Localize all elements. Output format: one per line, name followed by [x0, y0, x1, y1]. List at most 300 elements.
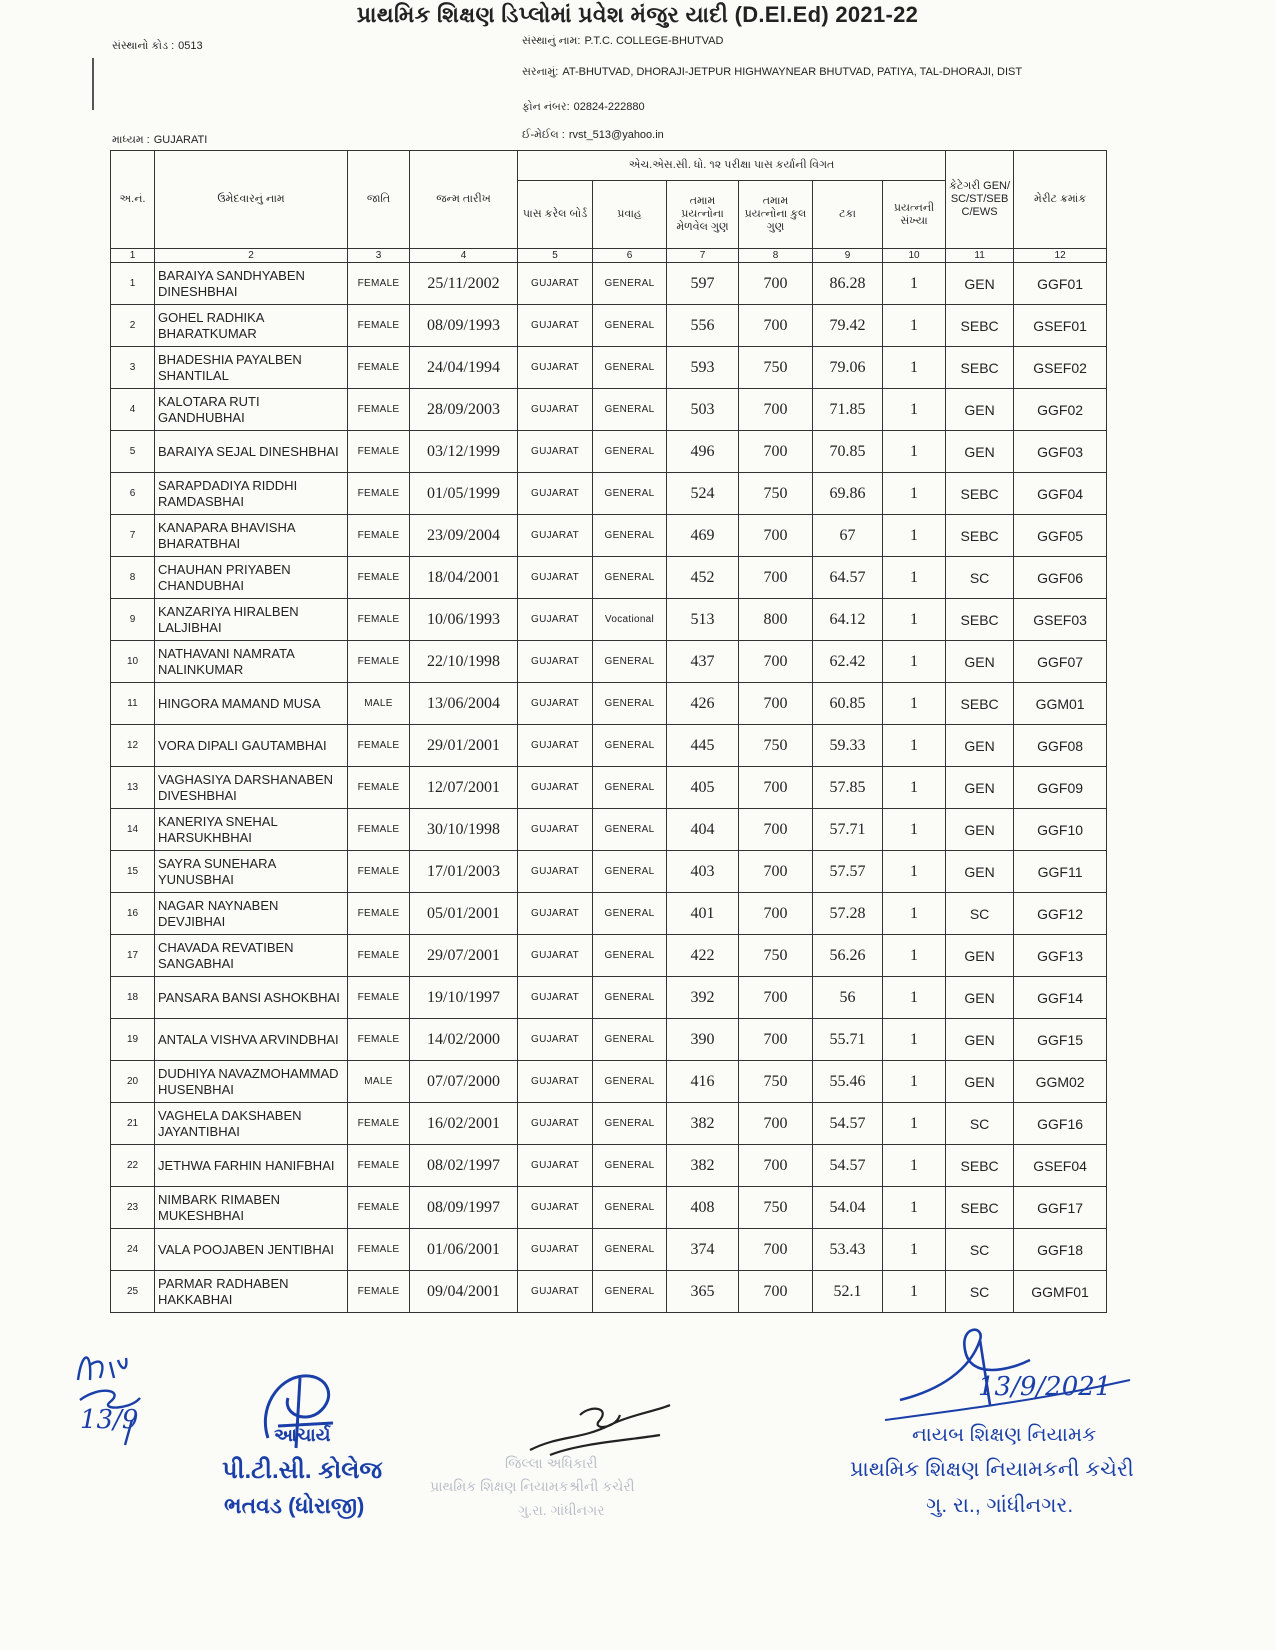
sr-cell: 16 — [111, 893, 155, 935]
attempts-cell: 1 — [883, 935, 946, 977]
obtained-marks-cell: 469 — [667, 515, 739, 557]
total-marks-cell: 700 — [739, 389, 813, 431]
table-row — [111, 347, 1107, 389]
board-cell: GUJARAT — [518, 1187, 593, 1229]
gender-cell: FEMALE — [348, 725, 410, 767]
dob-cell: 22/10/1998 — [410, 641, 518, 683]
obtained-marks-cell: 365 — [667, 1271, 739, 1313]
medium-value: GUJARATI — [153, 134, 208, 146]
merit-number-cell: GGM01 — [1014, 683, 1107, 725]
obtained-marks-cell: 392 — [667, 977, 739, 1019]
percent-cell: 64.12 — [813, 599, 883, 641]
right-signature-date: 13/9/2021 — [978, 1372, 1112, 1402]
header-gender: જાતિ — [348, 151, 410, 249]
attempts-cell: 1 — [883, 515, 946, 557]
merit-number-cell: GGF03 — [1014, 431, 1107, 473]
merit-number-cell: GGF18 — [1014, 1229, 1107, 1271]
percent-cell: 54.57 — [813, 1145, 883, 1187]
code-value: 0513 — [178, 40, 203, 52]
dob-cell: 19/10/1997 — [410, 977, 518, 1019]
sr-cell: 12 — [111, 725, 155, 767]
stream-cell: GENERAL — [593, 305, 667, 347]
column-number: 4 — [410, 249, 518, 263]
dob-cell: 18/04/2001 — [410, 557, 518, 599]
table-row — [111, 1061, 1107, 1103]
obtained-marks-cell: 403 — [667, 851, 739, 893]
stream-cell: GENERAL — [593, 935, 667, 977]
dob-cell: 01/05/1999 — [410, 473, 518, 515]
candidate-name: BARAIYA SANDHYABEN DINESHBHAI — [155, 263, 348, 305]
board-cell: GUJARAT — [518, 1103, 593, 1145]
total-marks-cell: 700 — [739, 263, 813, 305]
merit-number-cell: GSEF04 — [1014, 1145, 1107, 1187]
board-cell: GUJARAT — [518, 1061, 593, 1103]
total-marks-cell: 700 — [739, 557, 813, 599]
table-row — [111, 1229, 1107, 1271]
percent-cell: 54.57 — [813, 1103, 883, 1145]
dob-cell: 03/12/1999 — [410, 431, 518, 473]
gender-cell: MALE — [348, 683, 410, 725]
college-stamp-line3: ભતવડ (ધોરાજી) — [224, 1493, 365, 1518]
board-cell: GUJARAT — [518, 389, 593, 431]
percent-cell: 54.04 — [813, 1187, 883, 1229]
candidate-name: VAGHELA DAKSHABEN JAYANTIBHAI — [155, 1103, 348, 1145]
table-row — [111, 851, 1107, 893]
merit-number-cell: GSEF02 — [1014, 347, 1107, 389]
gender-cell: FEMALE — [348, 263, 410, 305]
gender-cell: FEMALE — [348, 1271, 410, 1313]
candidate-name: JETHWA FARHIN HANIFBHAI — [155, 1145, 348, 1187]
gender-cell: FEMALE — [348, 1145, 410, 1187]
merit-number-cell: GSEF03 — [1014, 599, 1107, 641]
address-value: AT-BHUTVAD, DHORAJI-JETPUR HIGHWAYNEAR BHUTVAD, PATIYA, TAL-DHORAJI, DIST — [562, 66, 1023, 78]
merit-number-cell: GGF08 — [1014, 725, 1107, 767]
header-hsc-group: એચ.એસ.સી. ધો. ૧૨ પરીક્ષા પાસ કર્યાની વિગત — [518, 151, 946, 181]
board-cell: GUJARAT — [518, 683, 593, 725]
category-cell: SC — [946, 557, 1014, 599]
category-cell: GEN — [946, 389, 1014, 431]
merit-number-cell: GGF05 — [1014, 515, 1107, 557]
column-number-row — [111, 249, 1107, 263]
institution-code — [112, 40, 203, 53]
header-stream: પ્રવાહ — [593, 181, 667, 249]
category-cell: GEN — [946, 725, 1014, 767]
dob-cell: 29/07/2001 — [410, 935, 518, 977]
dob-cell: 24/04/1994 — [410, 347, 518, 389]
attempts-cell: 1 — [883, 809, 946, 851]
attempts-cell: 1 — [883, 347, 946, 389]
obtained-marks-cell: 416 — [667, 1061, 739, 1103]
dob-cell: 17/01/2003 — [410, 851, 518, 893]
table-row — [111, 1271, 1107, 1313]
obtained-marks-cell: 374 — [667, 1229, 739, 1271]
percent-cell: 56 — [813, 977, 883, 1019]
dob-cell: 13/06/2004 — [410, 683, 518, 725]
stream-cell: GENERAL — [593, 1061, 667, 1103]
percent-cell: 57.28 — [813, 893, 883, 935]
officer-location: ગુ. રા., ગાંધીનગર. — [926, 1494, 1074, 1517]
sr-cell: 7 — [111, 515, 155, 557]
obtained-marks-cell: 382 — [667, 1103, 739, 1145]
table-row — [111, 389, 1107, 431]
obtained-marks-cell: 513 — [667, 599, 739, 641]
total-marks-cell: 750 — [739, 347, 813, 389]
board-cell: GUJARAT — [518, 725, 593, 767]
board-cell: GUJARAT — [518, 935, 593, 977]
category-cell: SEBC — [946, 515, 1014, 557]
table-row — [111, 641, 1107, 683]
gender-cell: FEMALE — [348, 389, 410, 431]
stream-cell: GENERAL — [593, 1229, 667, 1271]
category-cell: SEBC — [946, 1187, 1014, 1229]
merit-number-cell: GGF13 — [1014, 935, 1107, 977]
faded-stamp-line1: જિલ્લા અધિકારી — [505, 1455, 598, 1471]
stream-cell: GENERAL — [593, 977, 667, 1019]
candidate-name: SAYRA SUNEHARA YUNUSBHAI — [155, 851, 348, 893]
gender-cell: FEMALE — [348, 893, 410, 935]
percent-cell: 53.43 — [813, 1229, 883, 1271]
table-row — [111, 893, 1107, 935]
total-marks-cell: 700 — [739, 515, 813, 557]
dob-cell: 30/10/1998 — [410, 809, 518, 851]
board-cell: GUJARAT — [518, 431, 593, 473]
gender-cell: FEMALE — [348, 557, 410, 599]
board-cell: GUJARAT — [518, 893, 593, 935]
attempts-cell: 1 — [883, 1019, 946, 1061]
gender-cell: FEMALE — [348, 935, 410, 977]
phone-label: ફોન નંબર: — [522, 101, 570, 113]
total-marks-cell: 750 — [739, 725, 813, 767]
stream-cell: GENERAL — [593, 683, 667, 725]
gender-cell: FEMALE — [348, 515, 410, 557]
header-sr: અ.નં. — [111, 151, 155, 249]
dob-cell: 29/01/2001 — [410, 725, 518, 767]
dob-cell: 16/02/2001 — [410, 1103, 518, 1145]
merit-number-cell: GGF01 — [1014, 263, 1107, 305]
table-row — [111, 809, 1107, 851]
total-marks-cell: 700 — [739, 641, 813, 683]
category-cell: GEN — [946, 431, 1014, 473]
column-number: 12 — [1014, 249, 1107, 263]
gender-cell: FEMALE — [348, 1229, 410, 1271]
percent-cell: 86.28 — [813, 263, 883, 305]
category-cell: GEN — [946, 935, 1014, 977]
medium — [112, 134, 207, 147]
gender-cell: FEMALE — [348, 641, 410, 683]
candidate-name: PARMAR RADHABEN HAKKABHAI — [155, 1271, 348, 1313]
total-marks-cell: 750 — [739, 1187, 813, 1229]
percent-cell: 79.42 — [813, 305, 883, 347]
name-label: સંસ્થાનું નામ: — [522, 35, 581, 47]
code-label: સંસ્થાનો કોડ : — [112, 40, 175, 52]
stream-cell: GENERAL — [593, 431, 667, 473]
board-cell: GUJARAT — [518, 599, 593, 641]
column-number: 11 — [946, 249, 1014, 263]
dob-cell: 08/02/1997 — [410, 1145, 518, 1187]
attempts-cell: 1 — [883, 1145, 946, 1187]
sr-cell: 4 — [111, 389, 155, 431]
total-marks-cell: 700 — [739, 683, 813, 725]
gender-cell: FEMALE — [348, 347, 410, 389]
header-category: કેટેગરી GEN/SC/ST/SEBC/EWS — [946, 151, 1014, 249]
board-cell: GUJARAT — [518, 767, 593, 809]
total-marks-cell: 700 — [739, 1019, 813, 1061]
category-cell: GEN — [946, 1061, 1014, 1103]
percent-cell: 57.71 — [813, 809, 883, 851]
column-number: 1 — [111, 249, 155, 263]
obtained-marks-cell: 524 — [667, 473, 739, 515]
column-number: 9 — [813, 249, 883, 263]
board-cell: GUJARAT — [518, 515, 593, 557]
board-cell: GUJARAT — [518, 1019, 593, 1061]
gender-cell: FEMALE — [348, 305, 410, 347]
attempts-cell: 1 — [883, 1187, 946, 1229]
sr-cell: 25 — [111, 1271, 155, 1313]
stream-cell: GENERAL — [593, 1271, 667, 1313]
candidate-name: KANZARIYA HIRALBEN LALJIBHAI — [155, 599, 348, 641]
candidate-name: BARAIYA SEJAL DINESHBHAI — [155, 431, 348, 473]
header-dob: જન્મ તારીખ — [410, 151, 518, 249]
obtained-marks-cell: 404 — [667, 809, 739, 851]
percent-cell: 57.57 — [813, 851, 883, 893]
percent-cell: 71.85 — [813, 389, 883, 431]
percent-cell: 79.06 — [813, 347, 883, 389]
attempts-cell: 1 — [883, 599, 946, 641]
gender-cell: FEMALE — [348, 1019, 410, 1061]
total-marks-cell: 700 — [739, 809, 813, 851]
header-attempts: પ્રયત્નની સંખ્યા — [883, 181, 946, 249]
percent-cell: 62.42 — [813, 641, 883, 683]
candidate-name: KANERIYA SNEHAL HARSUKHBHAI — [155, 809, 348, 851]
attempts-cell: 1 — [883, 683, 946, 725]
obtained-marks-cell: 556 — [667, 305, 739, 347]
sr-cell: 10 — [111, 641, 155, 683]
sr-cell: 8 — [111, 557, 155, 599]
sr-cell: 5 — [111, 431, 155, 473]
total-marks-cell: 700 — [739, 893, 813, 935]
board-cell: GUJARAT — [518, 1229, 593, 1271]
merit-number-cell: GGF06 — [1014, 557, 1107, 599]
obtained-marks-cell: 503 — [667, 389, 739, 431]
dob-cell: 10/06/1993 — [410, 599, 518, 641]
percent-cell: 69.86 — [813, 473, 883, 515]
attempts-cell: 1 — [883, 641, 946, 683]
attempts-cell: 1 — [883, 557, 946, 599]
category-cell: SEBC — [946, 473, 1014, 515]
admission-table — [110, 150, 1107, 1313]
candidate-name: HINGORA MAMAND MUSA — [155, 683, 348, 725]
obtained-marks-cell: 597 — [667, 263, 739, 305]
merit-number-cell: GGM02 — [1014, 1061, 1107, 1103]
category-cell: SC — [946, 1229, 1014, 1271]
attempts-cell: 1 — [883, 725, 946, 767]
category-cell: GEN — [946, 809, 1014, 851]
attempts-cell: 1 — [883, 431, 946, 473]
attempts-cell: 1 — [883, 977, 946, 1019]
header-percent: ટકા — [813, 181, 883, 249]
category-cell: GEN — [946, 851, 1014, 893]
table-row — [111, 557, 1107, 599]
address-label: સરનામું: — [522, 66, 559, 78]
attempts-cell: 1 — [883, 767, 946, 809]
category-cell: GEN — [946, 263, 1014, 305]
total-marks-cell: 700 — [739, 767, 813, 809]
percent-cell: 56.26 — [813, 935, 883, 977]
total-marks-cell: 700 — [739, 851, 813, 893]
email-value: rvst_513@yahoo.in — [568, 129, 664, 141]
candidate-name: PANSARA BANSI ASHOKBHAI — [155, 977, 348, 1019]
table-row — [111, 599, 1107, 641]
merit-number-cell: GGF16 — [1014, 1103, 1107, 1145]
total-marks-cell: 700 — [739, 431, 813, 473]
merit-number-cell: GGF12 — [1014, 893, 1107, 935]
merit-number-cell: GGMF01 — [1014, 1271, 1107, 1313]
dob-cell: 14/02/2000 — [410, 1019, 518, 1061]
stream-cell: GENERAL — [593, 473, 667, 515]
table-row — [111, 1187, 1107, 1229]
sr-cell: 22 — [111, 1145, 155, 1187]
total-marks-cell: 800 — [739, 599, 813, 641]
header-total: તમામ પ્રયત્નોના કુલ ગુણ — [739, 181, 813, 249]
board-cell: GUJARAT — [518, 347, 593, 389]
stream-cell: GENERAL — [593, 557, 667, 599]
table-row — [111, 1145, 1107, 1187]
gender-cell: FEMALE — [348, 1103, 410, 1145]
margin-mark — [92, 58, 94, 110]
board-cell: GUJARAT — [518, 1271, 593, 1313]
category-cell: SEBC — [946, 599, 1014, 641]
email-label: ઈ-મેઈલ : — [522, 129, 565, 141]
dob-cell: 01/06/2001 — [410, 1229, 518, 1271]
attempts-cell: 1 — [883, 263, 946, 305]
category-cell: SEBC — [946, 683, 1014, 725]
category-cell: GEN — [946, 641, 1014, 683]
table-row — [111, 725, 1107, 767]
board-cell: GUJARAT — [518, 557, 593, 599]
header-merit: મેરીટ ક્રમાંક — [1014, 151, 1107, 249]
institution-name — [522, 35, 723, 48]
dob-cell: 28/09/2003 — [410, 389, 518, 431]
gender-cell: FEMALE — [348, 431, 410, 473]
stream-cell: GENERAL — [593, 515, 667, 557]
sr-cell: 24 — [111, 1229, 155, 1271]
table-row — [111, 263, 1107, 305]
obtained-marks-cell: 390 — [667, 1019, 739, 1061]
merit-number-cell: GGF02 — [1014, 389, 1107, 431]
candidate-name: BHADESHIA PAYALBEN SHANTILAL — [155, 347, 348, 389]
merit-number-cell: GGF09 — [1014, 767, 1107, 809]
dob-cell: 08/09/1997 — [410, 1187, 518, 1229]
column-number: 6 — [593, 249, 667, 263]
dob-cell: 05/01/2001 — [410, 893, 518, 935]
column-number: 2 — [155, 249, 348, 263]
total-marks-cell: 750 — [739, 1061, 813, 1103]
obtained-marks-cell: 445 — [667, 725, 739, 767]
sr-cell: 23 — [111, 1187, 155, 1229]
attempts-cell: 1 — [883, 851, 946, 893]
header-name: ઉમેદવારનું નામ — [155, 151, 348, 249]
percent-cell: 52.1 — [813, 1271, 883, 1313]
attempts-cell: 1 — [883, 389, 946, 431]
category-cell: SEBC — [946, 305, 1014, 347]
obtained-marks-cell: 593 — [667, 347, 739, 389]
table-row — [111, 977, 1107, 1019]
page-title: પ્રાથમિક શિક્ષણ ડિપ્લોમાં પ્રવેશ મંજુર યાદી (D.El.Ed) 2021-22 — [356, 2, 919, 27]
attempts-cell: 1 — [883, 1061, 946, 1103]
table-row — [111, 431, 1107, 473]
attempts-cell: 1 — [883, 1271, 946, 1313]
percent-cell: 57.85 — [813, 767, 883, 809]
sr-cell: 6 — [111, 473, 155, 515]
candidate-name: VORA DIPALI GAUTAMBHAI — [155, 725, 348, 767]
sr-cell: 9 — [111, 599, 155, 641]
name-value: P.T.C. COLLEGE-BHUTVAD — [584, 35, 724, 47]
table-row — [111, 1019, 1107, 1061]
gender-cell: FEMALE — [348, 809, 410, 851]
gender-cell: FEMALE — [348, 977, 410, 1019]
column-number: 10 — [883, 249, 946, 263]
institution-email — [522, 129, 664, 142]
table-row — [111, 935, 1107, 977]
gender-cell: FEMALE — [348, 473, 410, 515]
dob-cell: 25/11/2002 — [410, 263, 518, 305]
percent-cell: 60.85 — [813, 683, 883, 725]
table-row — [111, 515, 1107, 557]
obtained-marks-cell: 382 — [667, 1145, 739, 1187]
obtained-marks-cell: 496 — [667, 431, 739, 473]
candidate-name: NATHAVANI NAMRATA NALINKUMAR — [155, 641, 348, 683]
merit-number-cell: GGF11 — [1014, 851, 1107, 893]
percent-cell: 67 — [813, 515, 883, 557]
stream-cell: GENERAL — [593, 389, 667, 431]
faded-stamp-line3: ગુ.રા. ગાંધીનગર — [518, 1502, 605, 1518]
candidate-name: CHAUHAN PRIYABEN CHANDUBHAI — [155, 557, 348, 599]
stream-cell: GENERAL — [593, 1103, 667, 1145]
total-marks-cell: 750 — [739, 473, 813, 515]
candidate-name: SARAPDADIYA RIDDHI RAMDASBHAI — [155, 473, 348, 515]
percent-cell: 70.85 — [813, 431, 883, 473]
column-number: 3 — [348, 249, 410, 263]
category-cell: GEN — [946, 1019, 1014, 1061]
table-row — [111, 767, 1107, 809]
gender-cell: FEMALE — [348, 767, 410, 809]
table-row — [111, 683, 1107, 725]
column-number: 7 — [667, 249, 739, 263]
dob-cell: 23/09/2004 — [410, 515, 518, 557]
stream-cell: GENERAL — [593, 725, 667, 767]
total-marks-cell: 700 — [739, 1103, 813, 1145]
stream-cell: GENERAL — [593, 1187, 667, 1229]
category-cell: SC — [946, 1271, 1014, 1313]
stream-cell: GENERAL — [593, 893, 667, 935]
attempts-cell: 1 — [883, 1103, 946, 1145]
table-row — [111, 305, 1107, 347]
obtained-marks-cell: 422 — [667, 935, 739, 977]
gender-cell: MALE — [348, 1061, 410, 1103]
candidate-name: NAGAR NAYNABEN DEVJIBHAI — [155, 893, 348, 935]
candidate-name: ANTALA VISHVA ARVINDBHAI — [155, 1019, 348, 1061]
attempts-cell: 1 — [883, 473, 946, 515]
sr-cell: 13 — [111, 767, 155, 809]
candidate-name: KALOTARA RUTI GANDHUBHAI — [155, 389, 348, 431]
stream-cell: GENERAL — [593, 1145, 667, 1187]
header-board: પાસ કરેલ બોર્ડ — [518, 181, 593, 249]
stream-cell: GENERAL — [593, 767, 667, 809]
faded-stamp-line2: પ્રાથમિક શિક્ષણ નિયામકશ્રીની કચેરી — [430, 1478, 635, 1494]
gender-cell: FEMALE — [348, 599, 410, 641]
sr-cell: 11 — [111, 683, 155, 725]
college-stamp-line1: આચાર્ય — [274, 1425, 331, 1445]
